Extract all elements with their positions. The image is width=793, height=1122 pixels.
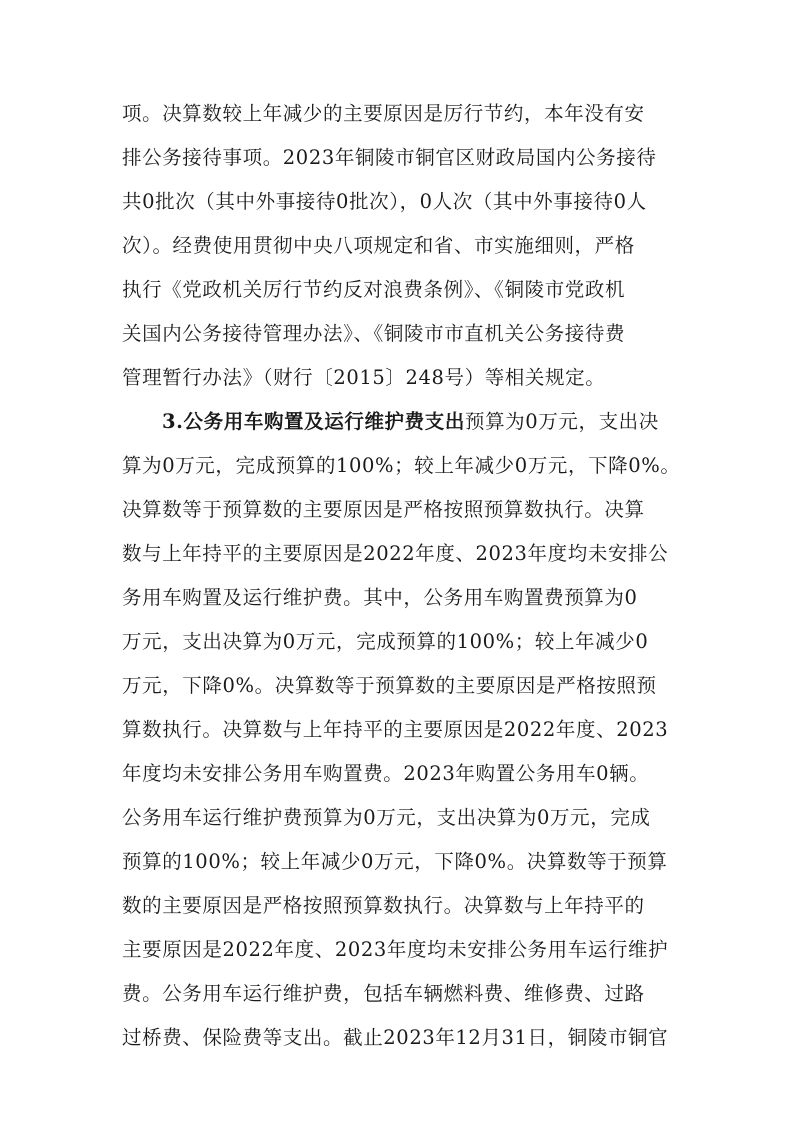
paragraph-line: 数的主要原因是严格按照预算数执行。决算数与上年持平的 <box>122 894 645 917</box>
section-3-heading: 3.公务用车购置及运行维护费支出 <box>162 410 465 433</box>
paragraph-line: 管理暂行办法》（财行〔2015〕248号）等相关规定。 <box>122 366 606 389</box>
paragraph-line: 算为0万元，完成预算的100%；较上年减少0万元，下降0%。 <box>122 454 681 477</box>
paragraph-line: 决算数等于预算数的主要原因是严格按照预算数执行。决算 <box>122 498 645 521</box>
paragraph-line: 万元，下降0%。决算数等于预算数的主要原因是严格按照预 <box>122 674 657 697</box>
paragraph-line: 过桥费、保险费等支出。截止2023年12月31日，铜陵市铜官 <box>122 1026 669 1049</box>
paragraph-line: 公务用车运行维护费预算为0万元，支出决算为0万元，完成 <box>122 806 651 829</box>
paragraph-line: 共0批次（其中外事接待0批次），0人次（其中外事接待0人 <box>122 190 647 213</box>
paragraph-line: 费。公务用车运行维护费，包括车辆燃料费、维修费、过路 <box>122 982 645 1005</box>
paragraph-line: 万元，支出决算为0万元，完成预算的100%；较上年减少0 <box>122 630 649 653</box>
paragraph-line: 预算的100%；较上年减少0万元，下降0%。决算数等于预算 <box>122 850 668 873</box>
paragraph-line: 主要原因是2022年度、2023年度均未安排公务用车运行维护 <box>122 938 669 961</box>
section-3-first-line <box>162 409 659 435</box>
paragraph-line: 关国内公务接待管理办法》、《铜陵市市直机关公务接待费 <box>122 322 626 345</box>
section-3-first-line-text: 预算为0万元，支出决 <box>464 410 659 433</box>
paragraph-line: 年度均未安排公务用车购置费。2023年购置公务用车0辆。 <box>122 762 650 785</box>
paragraph-line: 执行《党政机关厉行节约反对浪费条例》、《铜陵市党政机 <box>122 278 626 301</box>
paragraph-line: 务用车购置及运行维护费。其中，公务用车购置费预算为0 <box>122 586 638 609</box>
paragraph-line: 次）。经费使用贯彻中央八项规定和省、市实施细则，严格 <box>122 234 635 257</box>
paragraph-line: 项。决算数较上年减少的主要原因是厉行节约，本年没有安 <box>122 102 645 125</box>
paragraph-line: 数与上年持平的主要原因是2022年度、2023年度均未安排公 <box>122 542 669 565</box>
paragraph-line: 算数执行。决算数与上年持平的主要原因是2022年度、2023 <box>122 718 669 741</box>
paragraph-line: 排公务接待事项。2023年铜陵市铜官区财政局国内公务接待 <box>122 146 657 169</box>
